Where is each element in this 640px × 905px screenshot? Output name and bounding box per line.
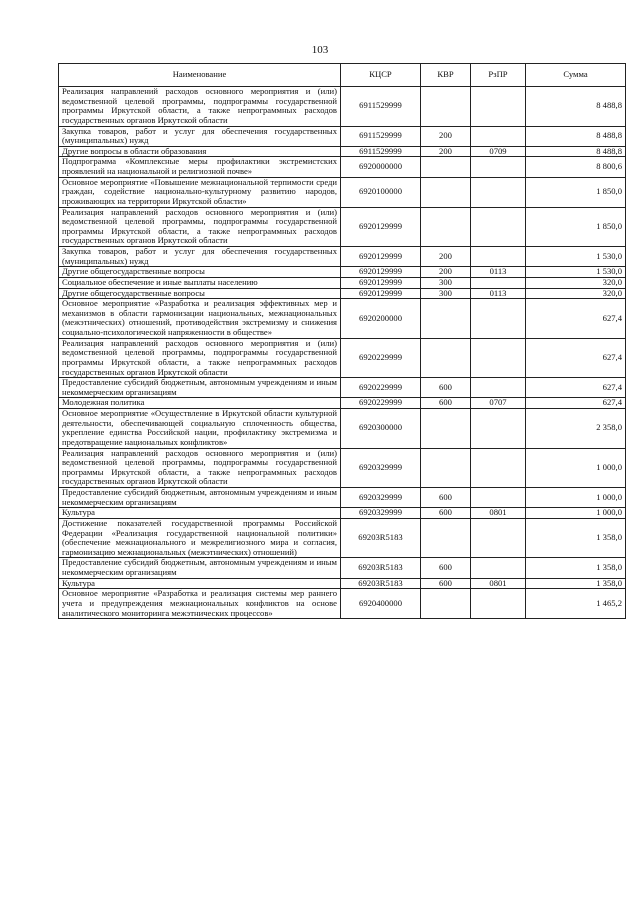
row-kcsr-cell: 6920129999 [341,247,421,267]
column-header-sum: Сумма [526,64,626,87]
row-rzpr-cell [471,409,526,449]
row-kvr-cell: 600 [421,488,471,508]
row-sum-cell: 627,4 [526,299,626,339]
row-kvr-cell [421,409,471,449]
row-sum-cell: 1 000,0 [526,488,626,508]
row-name-cell: Реализация направлений расходов основного мероприятия и (или) ведомственной целевой программы, подпрограммы государственной программы Иркутской области, а также непрограммных расходов государственных органов Иркутской области [59,207,341,247]
table-row [59,398,626,409]
table-row [59,157,626,177]
row-kvr-cell [421,338,471,378]
row-sum-cell: 1 850,0 [526,207,626,247]
row-rzpr-cell [471,157,526,177]
row-rzpr-cell [471,177,526,207]
row-sum-cell: 1 000,0 [526,448,626,488]
row-kvr-cell: 600 [421,578,471,589]
row-sum-cell: 1 000,0 [526,508,626,519]
table-row [59,288,626,299]
table-row [59,267,626,278]
row-kcsr-cell: 6920100000 [341,177,421,207]
row-kcsr-cell: 6920329999 [341,488,421,508]
row-sum-cell: 1 358,0 [526,558,626,578]
row-rzpr-cell: 0707 [471,398,526,409]
column-header-name: Наименование [59,64,341,87]
row-sum-cell: 1 850,0 [526,177,626,207]
row-name-cell: Социальное обеспечение и иные выплаты населению [59,277,341,288]
row-sum-cell: 627,4 [526,398,626,409]
row-kcsr-cell: 6911529999 [341,126,421,146]
row-kvr-cell: 200 [421,146,471,157]
row-name-cell: Предоставление субсидий бюджетным, автономным учреждениям и иным некоммерческим организациям [59,488,341,508]
row-name-cell: Достижение показателей государственной программы Российской Федерации «Реализация государственной национальной политики» (обеспечение межнационального и межрелигиозного мира и согласия, гармонизацию межнациональных (межэтнических) отношений) [59,518,341,558]
row-rzpr-cell [471,87,526,127]
table-row [59,488,626,508]
row-kcsr-cell: 6920329999 [341,448,421,488]
row-name-cell: Основное мероприятие «Повышение межнациональной терпимости среди граждан, содействие национально-культурному развитию народов, проживающих на территории Иркутской области» [59,177,341,207]
row-kvr-cell [421,448,471,488]
row-name-cell: Основное мероприятие «Разработка и реализация системы мер раннего учета и предупреждения межнациональных конфликтов на основе аналитического мониторинга межэтнических процессов» [59,589,341,619]
table-row [59,409,626,449]
row-kcsr-cell: 6920329999 [341,508,421,519]
row-name-cell: Другие вопросы в области образования [59,146,341,157]
row-rzpr-cell [471,589,526,619]
table-row [59,508,626,519]
row-kvr-cell [421,589,471,619]
table-row [59,177,626,207]
row-kvr-cell [421,518,471,558]
row-rzpr-cell [471,299,526,339]
table-row [59,518,626,558]
row-rzpr-cell [471,488,526,508]
table-row [59,578,626,589]
budget-table [58,63,626,619]
table-row [59,87,626,127]
row-kvr-cell [421,299,471,339]
row-sum-cell: 627,4 [526,378,626,398]
row-sum-cell: 1 358,0 [526,518,626,558]
row-name-cell: Молодежная политика [59,398,341,409]
row-name-cell: Предоставление субсидий бюджетным, автономным учреждениям и иным некоммерческим организациям [59,558,341,578]
row-kcsr-cell: 6920229999 [341,398,421,409]
row-sum-cell: 8 800,6 [526,157,626,177]
table-row [59,448,626,488]
table-row [59,338,626,378]
row-kvr-cell: 200 [421,126,471,146]
row-kvr-cell [421,157,471,177]
row-name-cell: Культура [59,578,341,589]
row-sum-cell: 8 488,8 [526,146,626,157]
row-name-cell: Реализация направлений расходов основного мероприятия и (или) ведомственной целевой программы, подпрограммы государственной программы Иркутской области, а также непрограммных расходов государственных органов Иркутской области [59,338,341,378]
row-kcsr-cell: 6920400000 [341,589,421,619]
row-sum-cell: 320,0 [526,288,626,299]
row-rzpr-cell [471,277,526,288]
row-kvr-cell: 200 [421,267,471,278]
row-kvr-cell [421,177,471,207]
row-sum-cell: 8 488,8 [526,126,626,146]
row-kvr-cell: 300 [421,288,471,299]
table-row [59,207,626,247]
row-kvr-cell: 300 [421,277,471,288]
table-row [59,146,626,157]
table-row [59,299,626,339]
row-kvr-cell [421,207,471,247]
row-rzpr-cell [471,448,526,488]
row-kcsr-cell: 6920229999 [341,378,421,398]
row-rzpr-cell [471,338,526,378]
table-row [59,247,626,267]
row-sum-cell: 320,0 [526,277,626,288]
row-kcsr-cell: 6920129999 [341,267,421,278]
row-kcsr-cell: 6920200000 [341,299,421,339]
table-row [59,126,626,146]
row-name-cell: Подпрограмма «Комплексные меры профилактики экстремистских проявлений на национальной и религиозной почве» [59,157,341,177]
row-kcsr-cell: 69203R5183 [341,558,421,578]
row-kcsr-cell: 6920300000 [341,409,421,449]
row-sum-cell: 1 530,0 [526,247,626,267]
table-row [59,558,626,578]
row-sum-cell: 2 358,0 [526,409,626,449]
row-rzpr-cell [471,247,526,267]
row-kvr-cell: 600 [421,378,471,398]
row-rzpr-cell [471,207,526,247]
row-rzpr-cell: 0801 [471,508,526,519]
row-name-cell: Основное мероприятие «Разработка и реализация эффективных мер и механизмов в области гармонизации национальных, межнациональных (межэтнических) отношений, противодействия экстремизму и снижения социально-психологической напряженности в обществе» [59,299,341,339]
row-rzpr-cell: 0709 [471,146,526,157]
row-rzpr-cell [471,126,526,146]
row-kvr-cell: 600 [421,558,471,578]
row-sum-cell: 1 465,2 [526,589,626,619]
row-kcsr-cell: 6911529999 [341,87,421,127]
row-kcsr-cell: 6920129999 [341,207,421,247]
row-kcsr-cell: 6920129999 [341,288,421,299]
row-kcsr-cell: 6920000000 [341,157,421,177]
row-kcsr-cell: 6920229999 [341,338,421,378]
row-name-cell: Основное мероприятие «Осуществление в Иркутской области культурной деятельности, обеспечивающей социальную сплоченность общества, укрепление единства Российской нации, профилактику экстремизма и предотвращение национальных конфликтов» [59,409,341,449]
row-rzpr-cell [471,558,526,578]
row-name-cell: Реализация направлений расходов основного мероприятия и (или) ведомственной целевой программы, подпрограммы государственной программы Иркутской области, а также непрограммных расходов государственных органов Иркутской области [59,448,341,488]
row-name-cell: Другие общегосударственные вопросы [59,267,341,278]
row-sum-cell: 627,4 [526,338,626,378]
row-kcsr-cell: 69203R5183 [341,518,421,558]
column-header-kcsr: КЦСР [341,64,421,87]
page-number: 103 [311,44,329,56]
row-name-cell: Культура [59,508,341,519]
table-header-row [59,64,626,87]
row-sum-cell: 1 358,0 [526,578,626,589]
row-kvr-cell: 600 [421,398,471,409]
table-row [59,277,626,288]
column-header-rzpr: РзПР [471,64,526,87]
row-kvr-cell: 600 [421,508,471,519]
row-rzpr-cell [471,518,526,558]
row-name-cell: Реализация направлений расходов основного мероприятия и (или) ведомственной целевой программы, подпрограммы государственной программы Иркутской области, а также непрограммных расходов государственных органов Иркутской области [59,87,341,127]
table-row [59,589,626,619]
row-sum-cell: 8 488,8 [526,87,626,127]
row-name-cell: Закупка товаров, работ и услуг для обеспечения государственных (муниципальных) нужд [59,126,341,146]
row-kvr-cell [421,87,471,127]
row-name-cell: Закупка товаров, работ и услуг для обеспечения государственных (муниципальных) нужд [59,247,341,267]
table-row [59,378,626,398]
row-sum-cell: 1 530,0 [526,267,626,278]
row-rzpr-cell [471,378,526,398]
row-rzpr-cell: 0113 [471,288,526,299]
row-kcsr-cell: 6920129999 [341,277,421,288]
row-rzpr-cell: 0113 [471,267,526,278]
row-rzpr-cell: 0801 [471,578,526,589]
column-header-kvr: КВР [421,64,471,87]
row-kcsr-cell: 69203R5183 [341,578,421,589]
table-body [59,87,626,619]
row-name-cell: Другие общегосударственные вопросы [59,288,341,299]
row-kcsr-cell: 6911529999 [341,146,421,157]
row-name-cell: Предоставление субсидий бюджетным, автономным учреждениям и иным некоммерческим организациям [59,378,341,398]
row-kvr-cell: 200 [421,247,471,267]
